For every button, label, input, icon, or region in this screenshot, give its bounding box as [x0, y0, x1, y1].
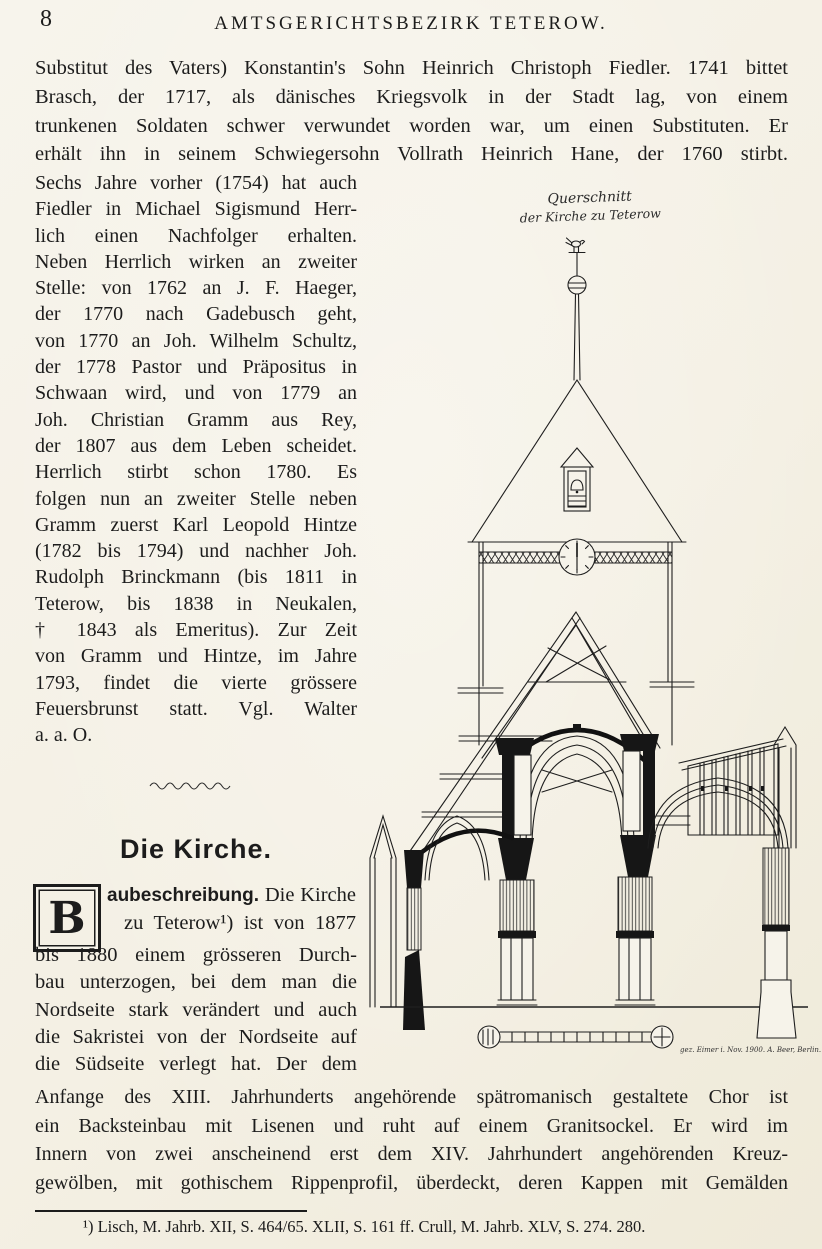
running-header: AMTSGERICHTSBEZIRK TETEROW.: [214, 13, 608, 34]
weathercock-icon: [566, 238, 585, 276]
figure-caption: [519, 188, 661, 226]
tower-pyramid-roof: [468, 380, 686, 542]
section-heading: Die Kirche.: [119, 834, 273, 864]
ornamental-dropcap: B: [33, 884, 101, 952]
right-buttress: [757, 980, 796, 1038]
left-column-text: [35, 172, 357, 751]
dropcap-line-1: [107, 884, 356, 912]
clock-face: [559, 539, 595, 575]
bottom-paragraph: [35, 1086, 788, 1200]
text-line: Neben Herrlich wirken an zweiter: [35, 250, 357, 273]
figure-drawing: [362, 180, 822, 1085]
figure-caption-line1: Querschnitt: [547, 188, 633, 208]
text-line: Substitut des Vaters) Konstantin's Sohn Heinrich Christoph Fiedler. 1741 bittet: [35, 57, 788, 79]
right-aisle: [648, 727, 796, 980]
text-line: 1793, findet die vierte grössere: [35, 671, 357, 694]
intro-paragraph: [35, 57, 788, 172]
text-line: Anfange des XIII. Jahrhunderts angehörende spätromanisch gestaltete Chor ist: [35, 1086, 788, 1108]
footnote-rule: [35, 1210, 307, 1212]
text-line: die Südseite verlegt hat. Der dem: [35, 1053, 357, 1076]
text-line: Nordseite stark verändert und auch: [35, 998, 357, 1021]
text-line: gewölben, mit gothischem Rippenprofil, überdeckt, deren Kappen mit Gemälden: [35, 1171, 788, 1194]
text-line: Feuersbrunst statt. Vgl. Walter: [35, 697, 357, 720]
text-line: ein Backsteinbau mit Lisenen und ruht auf einem Granitsockel. Er wird im: [35, 1114, 788, 1137]
text-line: Brasch, der 1717, als dänisches Kriegsvolk in der Stadt lag, von einem: [35, 85, 788, 108]
scale-bar: [478, 1026, 673, 1048]
text-line: lich einen Nachfolger erhalten.: [35, 224, 357, 247]
spire-mast: [574, 294, 580, 380]
text-line: Fiedler in Michael Sigismund Herr-: [35, 198, 357, 221]
text-line: trunkenen Soldaten schwer verwundet worden war, um einen Substituten. Er: [35, 114, 788, 137]
left-aisle: [370, 816, 512, 1030]
text-line: Rudolph Brinckmann (bis 1811 in: [35, 566, 357, 589]
bell-lantern: [561, 448, 593, 511]
spire-ball-finial: [568, 276, 586, 294]
text-line: der 1807 aus dem Leben scheidet.: [35, 434, 357, 457]
text-line: Gramm zuerst Karl Leopold Hintze: [35, 513, 357, 536]
text-line: folgen nun an zweiter Stelle neben: [35, 487, 357, 510]
text-line: † 1843 als Emeritus). Zur Zeit: [35, 619, 357, 642]
dropcap-paragraph-rest: [35, 944, 357, 1080]
text-line: bau unterzogen, bei dem man die: [35, 971, 357, 994]
text-line: der 1778 Pastor und Präpositus in: [35, 356, 357, 379]
footnote: ¹) Lisch, M. Jahrb. XII, S. 464/65. XLII, S. 161 ff. Crull, M. Jahrb. XLV, S. 274. 280.: [83, 1217, 646, 1236]
text-line: (1782 bis 1794) und nachher Joh.: [35, 540, 357, 563]
text-line: Joh. Christian Gramm aus Rey,: [35, 408, 357, 431]
text-line: Innern von zwei anscheinend erst dem XIV. Jahrhundert angehörenden Kreuz-: [35, 1143, 788, 1166]
section-divider-squiggle: [148, 778, 234, 796]
page-number: 8: [40, 6, 52, 32]
text-line: bis 1880 einem grösseren Durch-: [35, 944, 357, 966]
text-line: Stelle: von 1762 an J. F. Haeger,: [35, 277, 357, 300]
figure-signature: gez. Eimer i. Nov. 1900. A. Beer, Berlin.: [680, 1046, 822, 1054]
text-line: Sechs Jahre vorher (1754) hat auch: [35, 172, 357, 194]
text-line: Herrlich stirbt schon 1780. Es: [35, 461, 357, 484]
lead-word-bold: aubeschreibung.: [107, 885, 260, 906]
text-line: Schwaan wird, und von 1779 an: [35, 382, 357, 405]
nave-piers: [495, 734, 659, 1005]
text-line: von Gramm und Hintze, im Jahre: [35, 645, 357, 668]
text-line: die Sakristei von der Nordseite auf: [35, 1025, 357, 1048]
text-line: der 1770 nach Gadebusch geht,: [35, 303, 357, 326]
lead-rest: Die Kirche: [264, 884, 356, 906]
text-line: a. a. O.: [35, 724, 93, 747]
church-cross-section-figure: [362, 180, 822, 1085]
dropcap-line-2: zu Teterow¹) ist von 1877: [124, 911, 356, 934]
text-line: erhält ihn in seinem Schwiegersohn Vollrath Heinrich Hane, der 1760 stirbt.: [35, 143, 788, 166]
text-line: Teterow, bis 1838 in Neukalen,: [35, 592, 357, 615]
text-line: von 1770 an Joh. Wilhelm Schultz,: [35, 329, 357, 352]
dropcap-paragraph-start: [107, 884, 356, 939]
figure-caption-line2: der Kirche zu Teterow: [519, 205, 662, 226]
